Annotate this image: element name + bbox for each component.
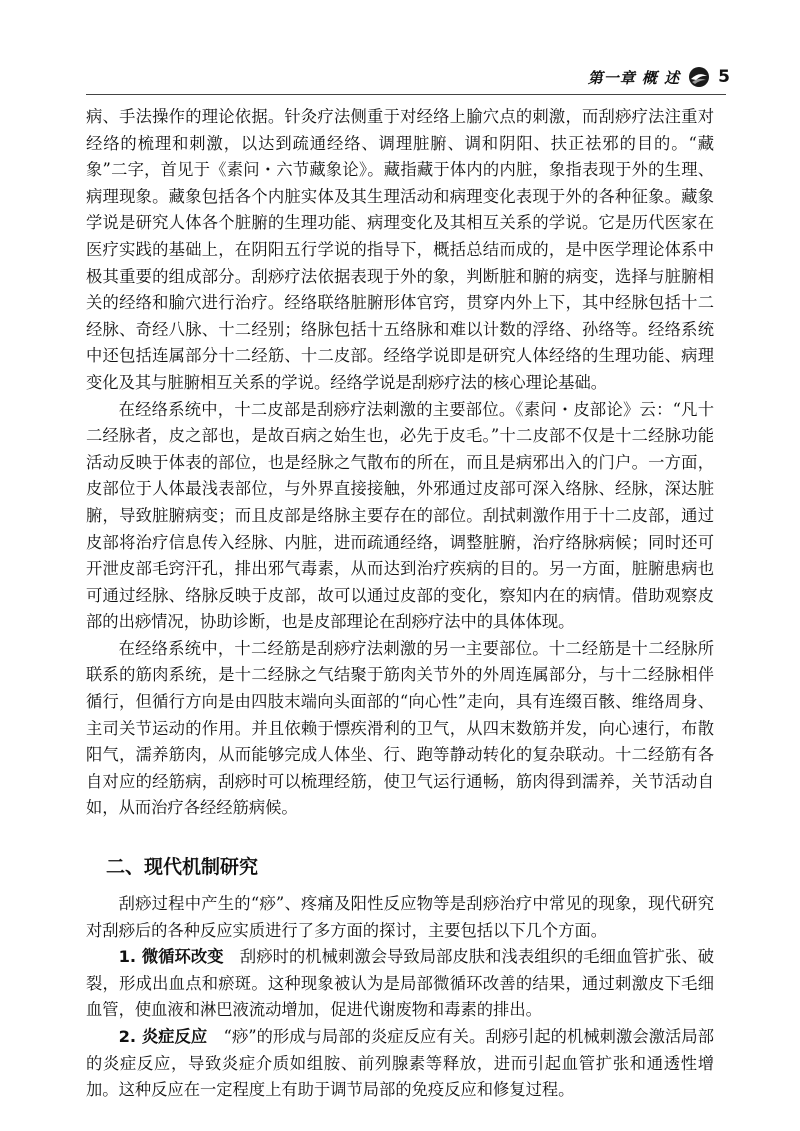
item-text: 刮痧时的机械刺激会导致局部皮肤和浅表组织的毛细血管扩张、破裂，形成出血点和瘀斑。这种现象被认为是局部微循环改善的结果，通过刺激皮下毛细血管，使血液和淋巴液流动增加，促进代谢废物和毒素的排出。 [86, 947, 714, 1020]
list-item [86, 944, 714, 1024]
body-paragraph: 在经络系统中，十二皮部是刮痧疗法刺激的主要部位。《素问・皮部论》云：“凡十二经脉者，皮之部也，是故百病之始生也，必先于皮毛。”十二皮部不仅是十二经脉功能活动反映于体表的部位，也是经脉之气散布的所在，而且是病邪出入的门户。一方面，皮部位于人体最浅表部位，与外界直接接触，外邪通过皮部可深入络脉、经脉，深达脏腑，导致脏腑病变；而且皮部是络脉主要存在的部位。刮拭刺激作用于十二皮部，通过皮部将治疗信息传入经脉、内脏，进而疏通经络，调整脏腑，治疗络脉病候；同时还可开泄皮部毛窍汗孔，排出邪气毒素，从而达到治疗疾病的目的。另一方面，脏腑患病也可通过经脉、络脉反映于皮部，故可以通过皮部的变化，察知内在的病情。借助观察皮部的出痧情况，协助诊断，也是皮部理论在刮痧疗法中的具体体现。 [86, 399, 714, 632]
item-heading: 1. 微循环改变 [118, 947, 224, 967]
section-heading: 二、现代机制研究 [106, 856, 259, 879]
list-item [86, 1024, 714, 1104]
page-header [588, 62, 730, 92]
body-paragraph: 病、手法操作的理论依据。针灸疗法侧重于对经络上腧穴点的刺激，而刮痧疗法注重对经络的梳理和刺激，以达到疏通经络、调理脏腑、调和阴阳、扶正祛邪的目的。“藏象”二字，首见于《素问・六节藏象论》。藏指藏于体内的内脏，象指表现于外的生理、病理现象。藏象包括各个内脏实体及其生理活动和病理变化表现于外的各种征象。藏象学说是研究人体各个脏腑的生理功能、病理变化及其相互关系的学说。它是历代医家在医疗实践的基础上，在阴阳五行学说的指导下，概括总结而成的，是中医学理论体系中极其重要的组成部分。刮痧疗法依据表现于外的象，判断脏和腑的病变，选择与脏腑相关的经络和腧穴进行治疗。经络联络脏腑形体官窍，贯穿内外上下，其中经脉包括十二经脉、奇经八脉、十二经别；络脉包括十五络脉和难以计数的浮络、孙络等。经络系统中还包括连属部分十二经筋、十二皮部。经络学说即是研究人体经络的生理功能、病理变化及其与脏腑相互关系的学说。经络学说是刮痧疗法的核心理论基础。 [86, 107, 714, 392]
chapter-title: 第一章 概 述 [587, 68, 681, 87]
page-body [86, 104, 714, 1104]
item-heading: 2. 炎症反应 [118, 1027, 208, 1046]
chapter-emblem-icon [688, 66, 710, 88]
item-text: “痧”的形成与局部的炎症反应有关。刮痧引起的机械刺激会激活局部的炎症反应，导致炎症介质如组胺、前列腺素等释放，进而引起血管扩张和通透性增加。这种反应在一定程度上有助于调节局部的免疫反应和修复过程。 [86, 1027, 714, 1100]
page-number: 5 [718, 67, 730, 87]
header-divider [86, 94, 726, 95]
body-paragraph: 在经络系统中，十二经筋是刮痧疗法刺激的另一主要部位。十二经筋是十二经脉所联系的筋肉系统，是十二经脉之气结聚于筋肉关节外的外周连属部分，与十二经脉相伴循行，但循行方向是由四肢末端向头面部的“向心性”走向，具有连缀百骸、维络周身、主司关节运动的作用。并且依赖于慓疾滑利的卫气，从四末数筋并发，向心速行，布散阳气，濡养筋肉，从而能够完成人体坐、行、跑等静动转化的复杂联动。十二经筋有各自对应的经筋病，刮痧时可以梳理经筋，使卫气运行通畅，筋肉得到濡养，关节活动自如，从而治疗各经经筋病候。 [86, 638, 714, 818]
section-intro: 刮痧过程中产生的“痧”、疼痛及阳性反应物等是刮痧治疗中常见的现象，现代研究对刮痧后的各种反应实质进行了多方面的探讨，主要包括以下几个方面。 [86, 894, 714, 940]
